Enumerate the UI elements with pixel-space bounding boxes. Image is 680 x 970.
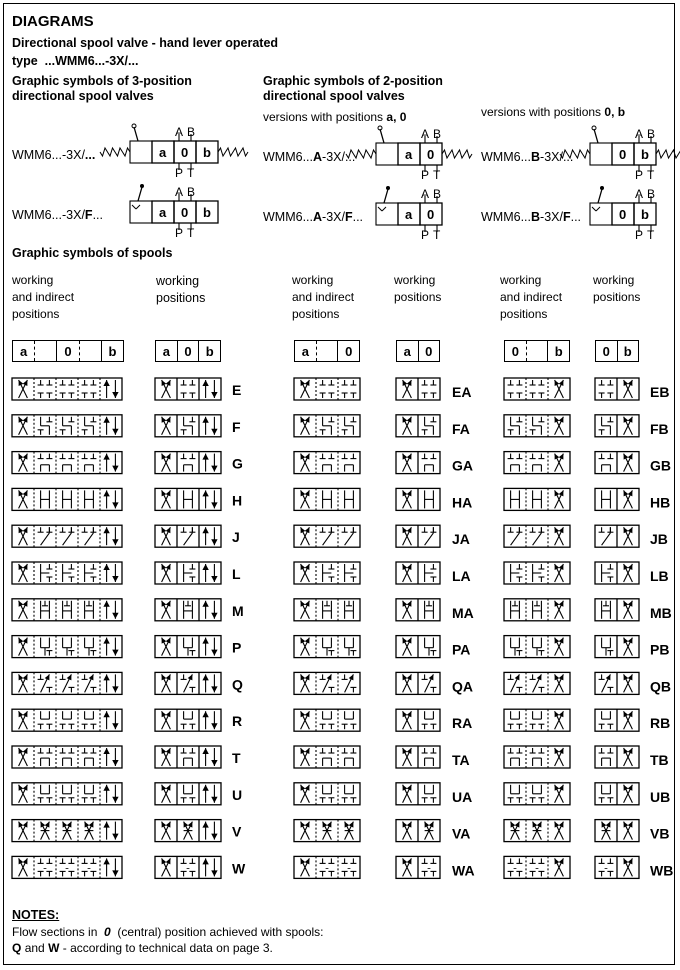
spool-letter-a: GA <box>452 457 473 474</box>
spool-letter: E <box>232 382 242 398</box>
s2ab-bold2: F <box>344 210 353 224</box>
arrow-head <box>202 490 208 496</box>
valve-cell-label: b <box>203 205 211 220</box>
valve-cell-label: 0 <box>619 147 627 162</box>
actuator-housing <box>590 203 612 225</box>
s2bb-mid: -3X/ <box>540 210 563 224</box>
arrow-head <box>112 392 118 398</box>
symbol-line <box>425 533 434 545</box>
valve-cell-label: 0 <box>427 147 435 162</box>
spool-body <box>12 525 122 547</box>
col5-l1: working <box>500 273 542 287</box>
arrow-head <box>103 564 109 570</box>
lever-icon <box>138 187 142 201</box>
arrow-head <box>103 748 109 754</box>
pos-b: b <box>198 341 220 361</box>
arrow-head <box>202 858 208 864</box>
pos-gap <box>34 341 56 361</box>
spring-icon <box>560 150 590 158</box>
pos-a: a <box>19 343 28 359</box>
port-label-b: B <box>647 187 656 201</box>
port-label-t: T <box>647 228 655 242</box>
col1-l1: working <box>12 273 54 287</box>
s2bb-suffix: ... <box>570 210 582 224</box>
pos-0: 0 <box>418 341 440 361</box>
pos-a: a <box>403 343 411 359</box>
col1-l2: and indirect <box>12 290 75 304</box>
symbol-line <box>345 533 354 545</box>
actuator-housing <box>130 201 152 223</box>
spool-letter-b: MB <box>650 604 672 621</box>
spool-letter-a: FA <box>452 420 470 437</box>
col-header-4 <box>394 272 441 306</box>
spool-body <box>12 709 122 731</box>
spool-letter-b: LB <box>650 568 669 584</box>
type-code: ...WMM6...-3X/... <box>44 54 139 68</box>
s2ba-bold: B <box>531 150 541 164</box>
arrow-head <box>103 380 109 386</box>
port-label-b: B <box>187 125 196 139</box>
symbol-line <box>533 533 542 545</box>
arrow-head <box>202 674 208 680</box>
arrow-head <box>103 601 109 607</box>
symbol-line <box>41 533 50 545</box>
s2ab-mid: -3X/ <box>322 210 345 224</box>
arrow-head <box>112 502 118 508</box>
pos-0: 0 <box>511 343 519 359</box>
versions-0b-value: 0, b <box>604 105 626 119</box>
arrow-head <box>202 380 208 386</box>
notes-l1-zero: 0 <box>104 925 111 939</box>
col2-l2: positions <box>156 291 206 305</box>
spool-body <box>504 525 570 547</box>
port-label-b: B <box>647 127 656 141</box>
s3b-suffix: ... <box>92 208 103 222</box>
pos-box-3pos-indirect <box>12 340 124 362</box>
s2ab-bold: A <box>313 210 323 224</box>
arrow-head <box>211 502 217 508</box>
spool-letter: T <box>232 750 241 766</box>
spool-symbol-grid <box>0 370 680 890</box>
s3a-bold: ... <box>84 148 96 162</box>
spool-letter: W <box>232 860 246 877</box>
s2ba-prefix: WMM6... <box>481 150 531 164</box>
page-subtitle: Directional spool valve - hand lever operated <box>12 36 279 50</box>
col6-l2: positions <box>593 290 641 304</box>
col-header-2 <box>156 273 205 307</box>
arrow-head <box>112 870 118 876</box>
spool-body <box>504 709 570 731</box>
spool-letter-b: PB <box>650 641 670 658</box>
port-label-t: T <box>433 228 441 242</box>
port-label-b: B <box>433 187 442 201</box>
col-header-1 <box>12 272 74 323</box>
col4-l1: working <box>394 273 436 287</box>
detent-icon <box>132 205 136 209</box>
spool-body <box>155 746 221 768</box>
arrow-head <box>103 638 109 644</box>
spool-letter-a: QA <box>452 678 473 695</box>
arrow-head <box>202 527 208 533</box>
valve-cell-label: a <box>405 207 413 222</box>
valve-symbols <box>0 0 680 250</box>
arrow-head <box>103 527 109 533</box>
actuator-housing <box>376 203 398 225</box>
versions-0b-prefix: versions with positions <box>481 105 602 119</box>
spool-letter-b: EB <box>650 384 670 400</box>
notes-line-1 <box>12 925 324 939</box>
spool-body <box>12 378 122 400</box>
spool-letter-a: LA <box>452 568 471 584</box>
s3a-prefix: WMM6...-3X/ <box>12 148 85 162</box>
pos-b: b <box>617 341 639 361</box>
port-label-p: P <box>175 226 184 240</box>
pos-0: 0 <box>337 341 359 361</box>
actuator-housing <box>376 143 398 165</box>
symbol-line <box>511 533 520 545</box>
spool-body <box>155 709 221 731</box>
arrow-head <box>112 429 118 435</box>
spool-letter-b: UB <box>650 788 671 805</box>
actuator-housing <box>130 141 152 163</box>
spool-body <box>155 378 221 400</box>
spool-letter: P <box>232 639 242 656</box>
pos-gap <box>316 341 338 361</box>
col3-l1: working <box>292 273 334 287</box>
s2bb-bold2: F <box>562 210 571 224</box>
spool-letter-b: GB <box>650 457 671 474</box>
arrow-head <box>211 723 217 729</box>
spool-letter: M <box>232 602 244 619</box>
valve-cell-label: 0 <box>427 207 435 222</box>
arrow-head <box>211 686 217 692</box>
three-pos-heading-l2: directional spool valves <box>12 89 154 103</box>
spool-body <box>504 856 570 878</box>
arrow-head <box>202 638 208 644</box>
arrow-head <box>211 760 217 766</box>
port-label-a: A <box>421 127 430 141</box>
col-header-3 <box>292 272 354 323</box>
pos-gap <box>526 341 548 361</box>
pos-gap <box>79 341 101 361</box>
port-label-p: P <box>175 166 184 180</box>
spool-body <box>294 856 360 878</box>
arrow-head <box>103 674 109 680</box>
arrow-head <box>202 748 208 754</box>
arrow-head <box>103 490 109 496</box>
spool-letter: U <box>232 786 243 803</box>
lever-icon <box>380 129 384 143</box>
port-label-a: A <box>175 125 184 139</box>
s2ab-suffix: ... <box>352 210 364 224</box>
s2ab-prefix: WMM6... <box>263 210 313 224</box>
arrow-head <box>112 576 118 582</box>
valve-cell-label: a <box>405 147 413 162</box>
port-label-p: P <box>635 168 644 182</box>
spool-letter: R <box>232 713 243 730</box>
valve-cell-label: b <box>203 145 211 160</box>
spool-body <box>294 452 360 474</box>
spool-letter: G <box>232 455 243 472</box>
port-label-p: P <box>421 168 430 182</box>
arrow-head <box>211 392 217 398</box>
arrow-head <box>103 417 109 423</box>
spool-letter-a: VA <box>452 825 471 842</box>
spool-letter: H <box>232 492 243 509</box>
spool-letter: Q <box>232 676 243 693</box>
port-label-a: A <box>421 187 430 201</box>
port-label-t: T <box>187 166 195 180</box>
port-label-b: B <box>187 185 196 199</box>
col-header-5 <box>500 272 562 323</box>
lever-icon <box>134 127 138 141</box>
col6-l1: working <box>593 273 635 287</box>
arrow-head <box>211 834 217 840</box>
col3-l3: positions <box>292 307 340 321</box>
pos-a: a <box>162 343 170 359</box>
arrow-head <box>112 760 118 766</box>
notes-title: NOTES: <box>12 908 60 922</box>
port-label-t: T <box>647 168 655 182</box>
spools-heading: Graphic symbols of spools <box>12 246 173 260</box>
pos-0: 0 <box>177 341 199 361</box>
col5-l3: positions <box>500 307 548 321</box>
arrow-head <box>202 822 208 828</box>
spool-body <box>155 452 221 474</box>
port-label-p: P <box>635 228 644 242</box>
arrow-head <box>112 613 118 619</box>
s2aa-suffix: -3X/... <box>322 150 356 164</box>
arrow-head <box>211 539 217 545</box>
arrow-head <box>202 601 208 607</box>
spool-letter: F <box>232 418 241 435</box>
spool-body <box>294 525 360 547</box>
spring-icon <box>100 148 130 156</box>
detent-icon <box>382 207 386 211</box>
arrow-head <box>211 466 217 472</box>
arrow-head <box>211 870 217 876</box>
detent-icon <box>592 207 596 211</box>
port-label-a: A <box>635 127 644 141</box>
arrow-head <box>211 650 217 656</box>
port-label-p: P <box>421 228 430 242</box>
spool-letter-a: RA <box>452 715 473 732</box>
arrow-head <box>202 417 208 423</box>
valve-cell-label: b <box>641 147 649 162</box>
three-pos-heading-l1: Graphic symbols of 3-position <box>12 74 192 88</box>
col4-l2: positions <box>394 290 442 304</box>
spool-letter-a: JA <box>452 531 470 548</box>
lever-icon <box>384 189 388 203</box>
arrow-head <box>112 723 118 729</box>
pos-0: 0 <box>56 341 78 361</box>
pos-box-2pos-a-indirect <box>294 340 360 362</box>
type-prefix: type <box>12 54 38 68</box>
pos-box-2pos-a <box>396 340 440 362</box>
spring-icon <box>218 148 248 156</box>
arrow-head <box>112 650 118 656</box>
s3b-bold: F <box>84 208 93 222</box>
arrow-head <box>112 834 118 840</box>
arrow-head <box>103 822 109 828</box>
pos-0: 0 <box>602 343 610 359</box>
spool-letter-a: UA <box>452 788 473 805</box>
lever-knob-icon <box>600 186 604 190</box>
spool-letter-b: TB <box>650 752 669 768</box>
versions-a0-value: a, 0 <box>386 110 407 124</box>
spool-body <box>155 525 221 547</box>
spool-letter-b: HB <box>650 494 671 511</box>
col1-l3: positions <box>12 307 60 321</box>
arrow-head <box>112 466 118 472</box>
arrow-head <box>103 785 109 791</box>
notes-l2-and: and <box>24 941 45 955</box>
spool-letter-b: JB <box>650 531 668 548</box>
symbol-line <box>602 533 611 545</box>
spool-letter-b: RB <box>650 715 671 732</box>
symbol-line <box>85 533 94 545</box>
valve-cell-label: b <box>641 207 649 222</box>
pos-box-2pos-b-indirect <box>504 340 570 362</box>
two-pos-heading-l1: Graphic symbols of 2-position <box>263 74 443 88</box>
valve-cell-label: 0 <box>181 145 189 160</box>
notes-l2-w: W <box>48 941 60 955</box>
symbol-line <box>323 533 332 545</box>
detent-icon <box>378 207 382 211</box>
spool-body <box>155 856 221 878</box>
s2aa-bold: A <box>313 150 323 164</box>
spool-body <box>12 452 122 474</box>
spool-body <box>294 709 360 731</box>
arrow-head <box>211 613 217 619</box>
arrow-head <box>202 785 208 791</box>
lever-icon <box>598 189 602 203</box>
spool-letter-a: HA <box>452 494 473 511</box>
arrow-head <box>112 539 118 545</box>
port-label-t: T <box>187 226 195 240</box>
valve-cell-label: a <box>159 145 167 160</box>
spring-icon <box>442 150 472 158</box>
arrow-head <box>112 797 118 803</box>
port-label-a: A <box>635 187 644 201</box>
spool-letter-a: WA <box>452 862 475 879</box>
spool-body <box>294 746 360 768</box>
arrow-head <box>202 711 208 717</box>
spool-letter-b: VB <box>650 825 670 842</box>
lever-knob-icon <box>386 186 390 190</box>
pos-b: b <box>101 341 123 361</box>
symbol-line <box>63 533 72 545</box>
notes-l2-q: Q <box>12 941 22 955</box>
arrow-head <box>211 576 217 582</box>
spring-icon <box>346 150 376 158</box>
spool-body <box>294 378 360 400</box>
spool-letter: V <box>232 823 242 840</box>
arrow-head <box>103 711 109 717</box>
notes-l1-suffix: (central) position achieved with spools: <box>117 925 324 939</box>
arrow-head <box>112 686 118 692</box>
arrow-head <box>202 564 208 570</box>
pos-a: a <box>301 343 309 359</box>
page-title: DIAGRAMS <box>12 13 94 30</box>
spool-body <box>12 746 122 768</box>
valve-cell-label: 0 <box>181 205 189 220</box>
spring-icon <box>656 150 680 158</box>
spool-body <box>504 452 570 474</box>
notes-l1-prefix: Flow sections in <box>12 925 98 939</box>
valve-cell-label: a <box>159 205 167 220</box>
spool-letter-a: MA <box>452 604 474 621</box>
col3-l2: and indirect <box>292 290 355 304</box>
notes-line-2 <box>12 941 273 955</box>
versions-a0-prefix: versions with positions <box>263 110 384 124</box>
spool-letter-b: QB <box>650 678 671 695</box>
spool-letter-a: EA <box>452 384 472 400</box>
spool-body <box>12 856 122 878</box>
spool-letter-a: TA <box>452 752 470 768</box>
lever-knob-icon <box>140 184 144 188</box>
arrow-head <box>211 797 217 803</box>
spool-letter-a: PA <box>452 641 471 658</box>
spool-letter-b: FB <box>650 420 669 437</box>
col-header-6 <box>593 272 640 306</box>
s2bb-bold: B <box>531 210 541 224</box>
arrow-head <box>103 858 109 864</box>
pos-box-3pos <box>155 340 221 362</box>
port-label-t: T <box>433 168 441 182</box>
spool-body <box>504 378 570 400</box>
notes-l2-suffix: - according to technical data on page 3. <box>62 941 273 955</box>
actuator-housing <box>590 143 612 165</box>
spool-letter: J <box>232 529 240 546</box>
lever-icon <box>594 129 598 143</box>
col5-l2: and indirect <box>500 290 563 304</box>
s2ba-suffix: -3X/... <box>540 150 574 164</box>
detent-icon <box>596 207 600 211</box>
pos-box-2pos-b <box>595 340 639 362</box>
two-pos-heading-l2: directional spool valves <box>263 89 405 103</box>
spool-letter: L <box>232 566 241 582</box>
s2bb-prefix: WMM6... <box>481 210 531 224</box>
detent-icon <box>136 205 140 209</box>
spool-letter-b: WB <box>650 862 674 879</box>
arrow-head <box>202 454 208 460</box>
symbol-line <box>184 533 193 545</box>
col2-l1: working <box>156 274 200 288</box>
arrow-head <box>103 454 109 460</box>
pos-b: b <box>547 341 569 361</box>
arrow-head <box>211 429 217 435</box>
spool-body <box>504 746 570 768</box>
port-label-a: A <box>175 185 184 199</box>
valve-cell-label: 0 <box>619 207 627 222</box>
s3b-prefix: WMM6...-3X/ <box>12 208 85 222</box>
port-label-b: B <box>433 127 442 141</box>
s2aa-prefix: WMM6... <box>263 150 313 164</box>
